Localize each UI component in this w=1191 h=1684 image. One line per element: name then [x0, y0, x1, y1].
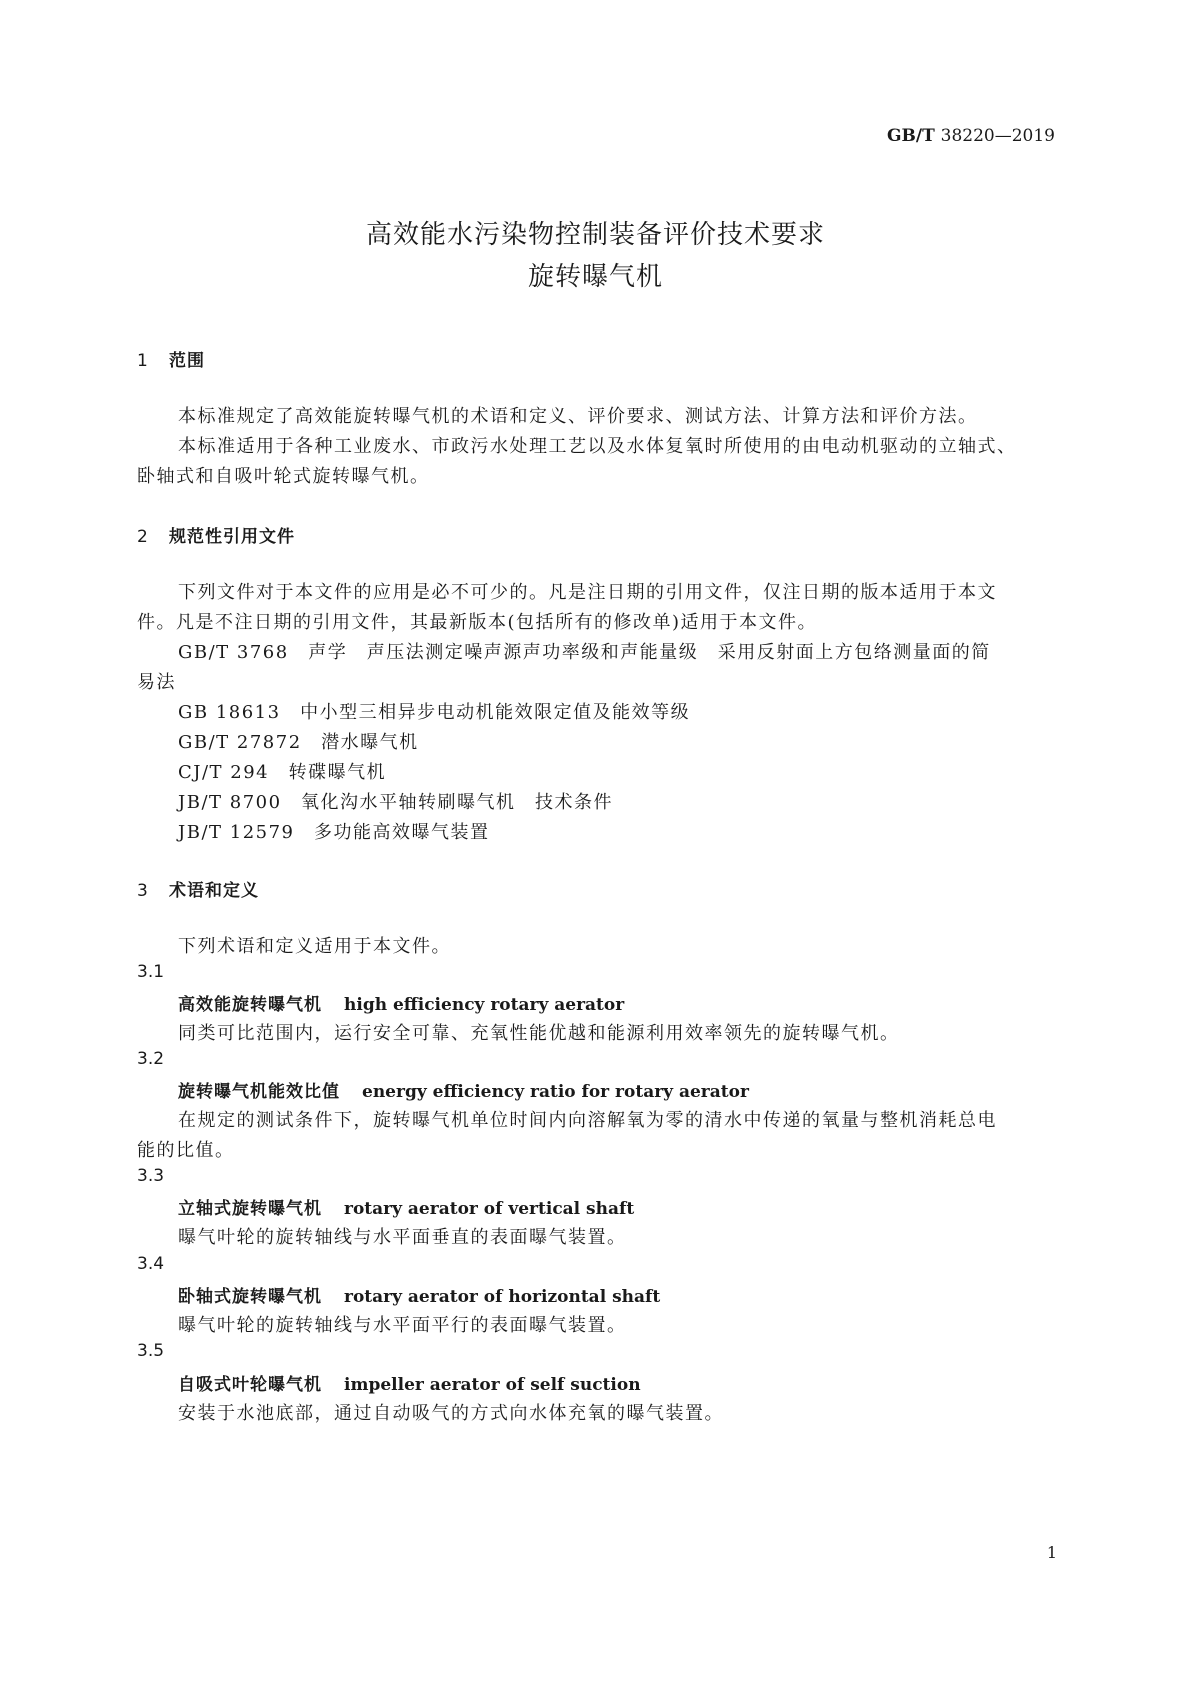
section-heading-scope — [137, 346, 205, 371]
reference-item — [178, 818, 490, 844]
reference-code: GB/T 27872 — [178, 732, 302, 753]
standard-code: GB/T — [886, 126, 935, 146]
scope-paragraph-2: 本标准适用于各种工业废水、市政污水处理工艺以及水体复氧时所使用的由电动机驱动的立轴式、 — [178, 436, 1017, 457]
reference-title: 声学 声压法测定噪声源声功率级和声能量级 采用反射面上方包络测量面的简 — [308, 642, 991, 663]
term-number: 3.4 — [137, 1254, 165, 1274]
reference-code: CJ/T 294 — [178, 762, 270, 783]
term-name-zh: 立轴式旋转曝气机 — [178, 1199, 322, 1219]
reference-title-cont: 易法 — [137, 672, 176, 693]
term-title — [178, 1194, 634, 1219]
page-number: 1 — [1046, 1543, 1057, 1562]
reference-code: JB/T 12579 — [178, 822, 295, 843]
term-name-en: rotary aerator of vertical shaft — [344, 1199, 635, 1219]
reference-title: 潜水曝气机 — [321, 732, 419, 753]
reference-title: 中小型三相异步电动机能效限定值及能效等级 — [300, 702, 691, 723]
reference-title: 氧化沟水平轴转刷曝气机 技术条件 — [301, 792, 614, 813]
references-intro: 下列文件对于本文件的应用是必不可少的。凡是注日期的引用文件，仅注日期的版本适用于本文 — [178, 582, 997, 603]
reference-code: GB/T 3768 — [178, 642, 289, 663]
reference-code: JB/T 8700 — [178, 792, 282, 813]
section-heading-normative-references — [137, 522, 295, 547]
section-number: 3 — [137, 881, 149, 901]
section-title: 范围 — [169, 351, 205, 371]
section-title: 术语和定义 — [169, 881, 259, 901]
section-number: 2 — [137, 527, 149, 547]
section-number: 1 — [137, 351, 149, 371]
reference-code: GB 18613 — [178, 702, 281, 723]
terms-intro: 下列术语和定义适用于本文件。 — [178, 936, 451, 957]
term-title — [178, 1282, 660, 1307]
term-name-zh: 卧轴式旋转曝气机 — [178, 1287, 322, 1307]
term-title — [178, 990, 624, 1015]
section-heading-terms-and-definitions — [137, 876, 259, 901]
standard-id: 38220—2019 — [940, 126, 1055, 146]
term-definition: 安装于水池底部，通过自动吸气的方式向水体充氧的曝气装置。 — [178, 1403, 724, 1424]
term-definition: 在规定的测试条件下，旋转曝气机单位时间内向溶解氧为零的清水中传递的氧量与整机消耗总电 — [178, 1110, 997, 1131]
term-name-en: high efficiency rotary aerator — [344, 995, 625, 1015]
term-definition: 曝气叶轮的旋转轴线与水平面平行的表面曝气装置。 — [178, 1315, 627, 1336]
scope-paragraph-2-cont: 卧轴式和自吸叶轮式旋转曝气机。 — [137, 466, 430, 487]
reference-item — [178, 788, 613, 814]
reference-title: 多功能高效曝气装置 — [314, 822, 490, 843]
reference-item — [178, 728, 419, 754]
term-number: 3.2 — [137, 1049, 165, 1069]
term-name-zh: 自吸式叶轮曝气机 — [178, 1375, 322, 1395]
term-number: 3.1 — [137, 962, 165, 982]
document-title: 高效能水污染物控制装备评价技术要求 — [365, 220, 825, 250]
term-name-zh: 高效能旋转曝气机 — [178, 995, 322, 1015]
reference-title: 转碟曝气机 — [288, 762, 387, 783]
term-number: 3.3 — [137, 1166, 165, 1186]
term-name-en: impeller aerator of self suction — [344, 1375, 641, 1395]
term-definition: 曝气叶轮的旋转轴线与水平面垂直的表面曝气装置。 — [178, 1227, 627, 1248]
reference-item — [178, 758, 386, 784]
term-number: 3.5 — [137, 1341, 165, 1361]
reference-item — [178, 638, 991, 664]
document-subtitle: 旋转曝气机 — [527, 262, 663, 292]
term-definition-cont: 能的比值。 — [137, 1140, 235, 1161]
term-name-en: rotary aerator of horizontal shaft — [344, 1287, 661, 1307]
reference-item — [178, 698, 690, 724]
term-title — [178, 1370, 641, 1395]
term-definition: 同类可比范围内，运行安全可靠、充氧性能优越和能源利用效率领先的旋转曝气机。 — [178, 1023, 900, 1044]
standard-number — [887, 126, 1055, 146]
term-name-zh: 旋转曝气机能效比值 — [178, 1082, 340, 1102]
references-intro-cont: 件。凡是不注日期的引用文件，其最新版本(包括所有的修改单)适用于本文件。 — [137, 612, 818, 633]
scope-paragraph-1: 本标准规定了高效能旋转曝气机的术语和定义、评价要求、测试方法、计算方法和评价方法。 — [178, 406, 978, 427]
term-name-en: energy efficiency ratio for rotary aerator — [362, 1082, 749, 1102]
term-title — [178, 1077, 749, 1102]
section-title: 规范性引用文件 — [169, 527, 295, 547]
